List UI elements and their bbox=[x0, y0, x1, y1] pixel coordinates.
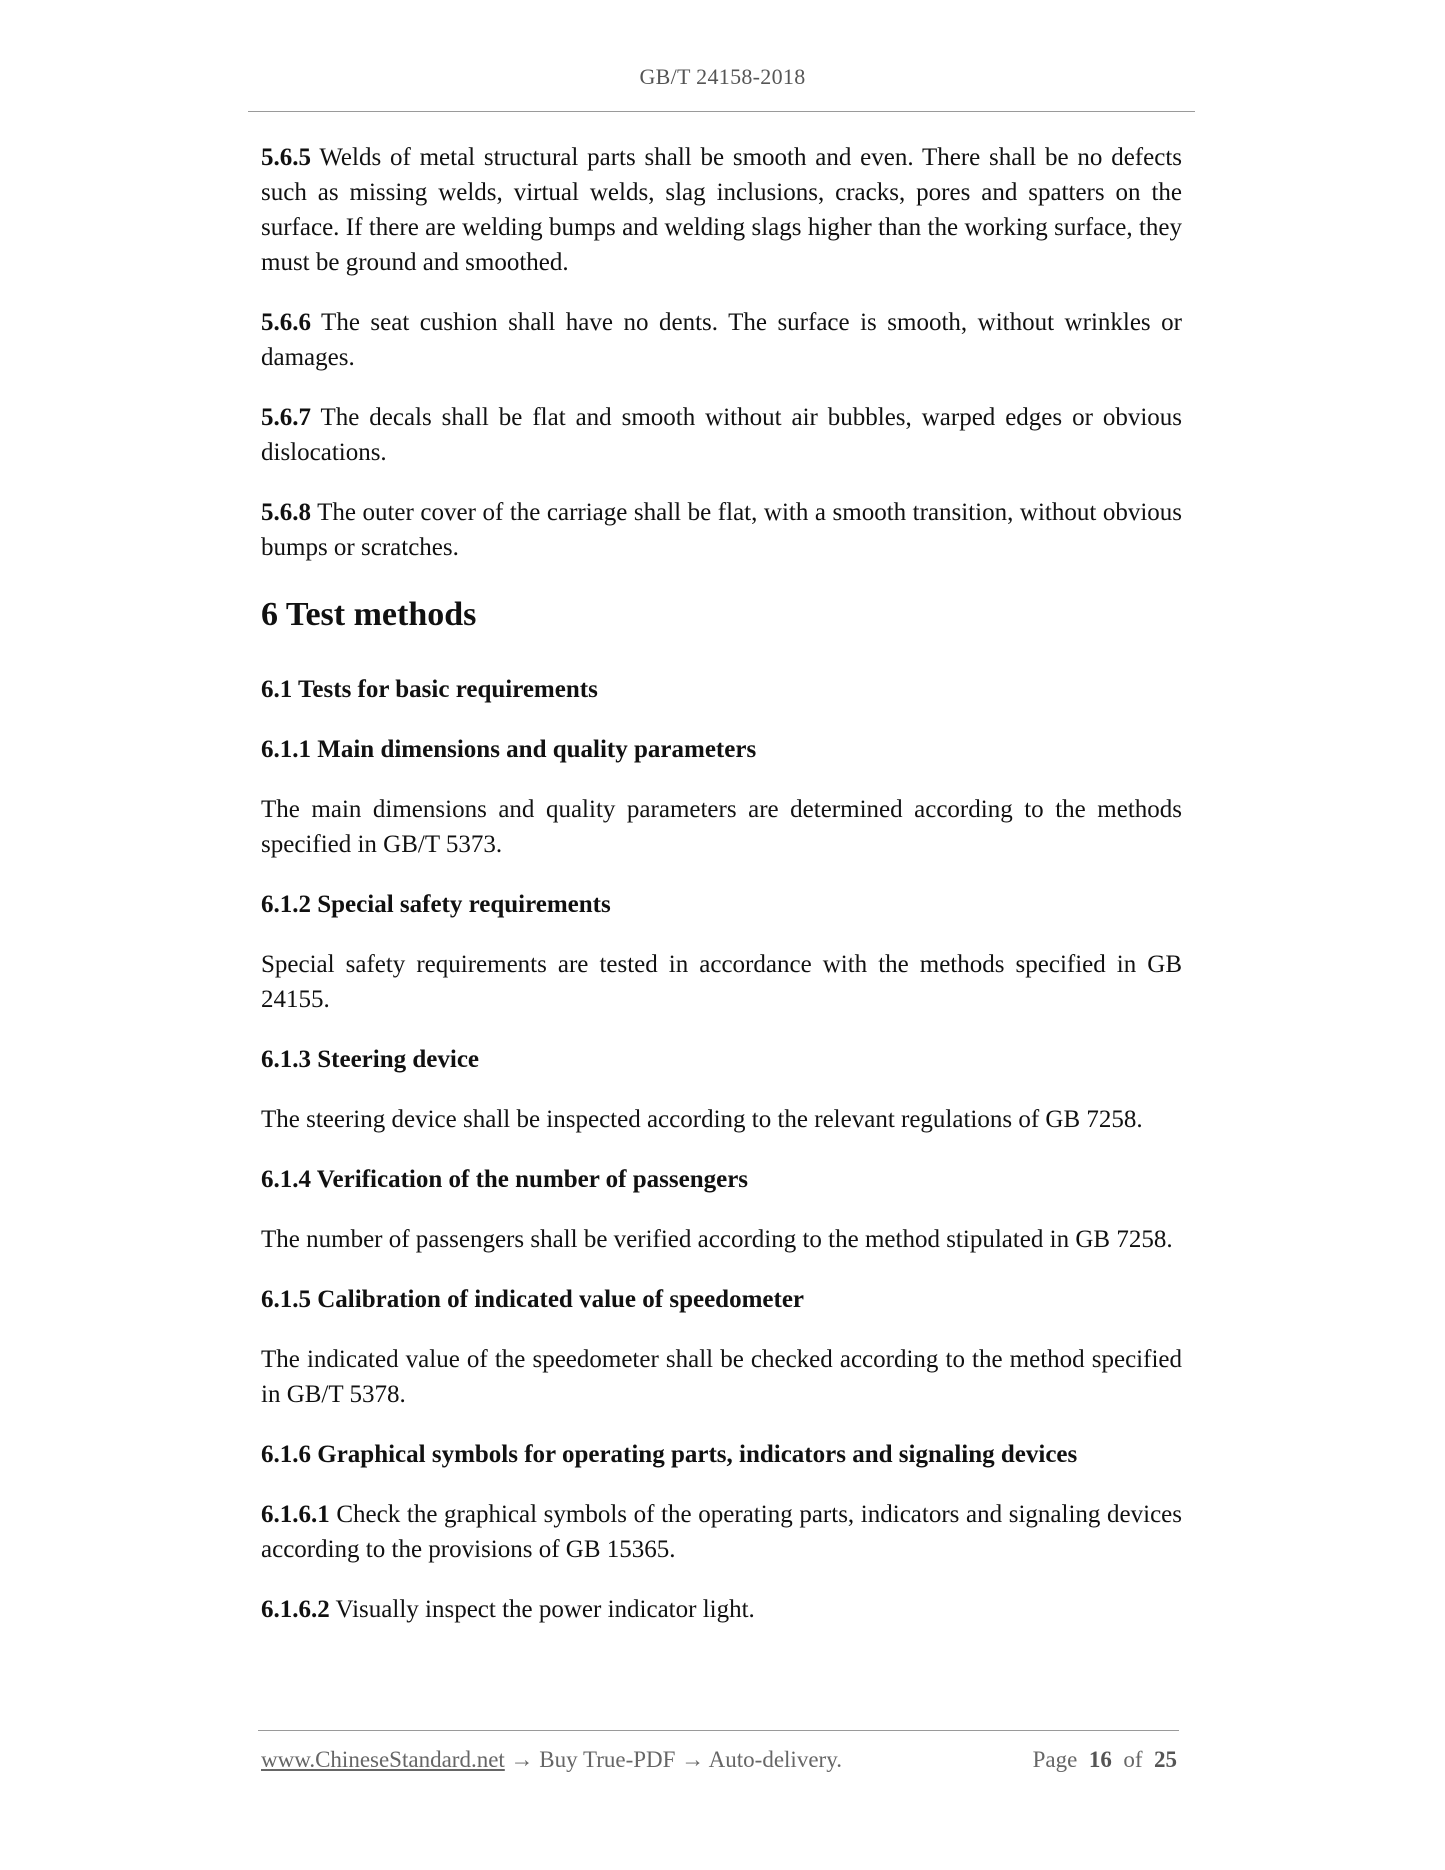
page-label: Page bbox=[1032, 1747, 1078, 1772]
arrow-right-icon: → bbox=[504, 1747, 540, 1772]
clause-number: 5.6.5 bbox=[261, 144, 311, 171]
heading-6-1-1: 6.1.1 Main dimensions and quality parameters bbox=[261, 736, 757, 763]
heading-6-1-5: 6.1.5 Calibration of indicated value of speedometer bbox=[261, 1286, 805, 1313]
of-label: of bbox=[1123, 1747, 1143, 1772]
clause-number: 5.6.8 bbox=[261, 499, 311, 526]
page-indicator bbox=[1033, 1747, 1177, 1773]
page-number: 16 bbox=[1088, 1747, 1112, 1772]
paragraph-6-1-5: The indicated value of the speedometer shall be checked according to the method specified in GB/T 5378. bbox=[261, 1346, 1182, 1408]
paragraph-6-1-3: The steering device shall be inspected according to the relevant regulations of GB 7258. bbox=[261, 1106, 1143, 1133]
chinese-standard-link[interactable]: www.ChineseStandard.net bbox=[261, 1747, 505, 1772]
clause-text: The seat cushion shall have no dents. The surface is smooth, without wrinkles or damages. bbox=[261, 309, 1182, 371]
header-divider bbox=[248, 111, 1195, 112]
arrow-right-icon: → bbox=[675, 1747, 709, 1772]
paragraph-6-1-6-2 bbox=[261, 1592, 1182, 1627]
clause-text: The outer cover of the carriage shall be flat, with a smooth transition, without obvious bumps or scratches. bbox=[261, 499, 1182, 561]
heading-6-1-4: 6.1.4 Verification of the number of passengers bbox=[261, 1166, 749, 1193]
subsection-heading-6-1: 6.1 Tests for basic requirements bbox=[261, 676, 598, 703]
paragraph-5-6-5 bbox=[261, 140, 1182, 280]
paragraph-6-1-2: Special safety requirements are tested in accordance with the methods specified in GB 24155. bbox=[261, 951, 1182, 1013]
document-header-title: GB/T 24158-2018 bbox=[639, 64, 806, 89]
clause-number: 6.1.6.2 bbox=[261, 1596, 330, 1623]
footer-promo bbox=[261, 1747, 842, 1773]
buy-true-pdf-text: Buy True-PDF bbox=[539, 1747, 676, 1772]
paragraph-6-1-4: The number of passengers shall be verified according to the method stipulated in GB 7258. bbox=[261, 1226, 1173, 1253]
paragraph-6-1-6-1 bbox=[261, 1497, 1182, 1567]
clause-text: Welds of metal structural parts shall be smooth and even. There shall be no defects such as missing welds, virtual welds, slag inclusions, cracks, pores and spatters on the surface. If there are welding bumps and welding slags higher than the working surface, they must be ground and smoothed. bbox=[261, 144, 1182, 276]
clause-text: The decals shall be flat and smooth without air bubbles, warped edges or obvious dislocations. bbox=[261, 404, 1182, 466]
total-pages: 25 bbox=[1154, 1747, 1177, 1772]
clause-number: 6.1.6.1 bbox=[261, 1501, 330, 1528]
auto-delivery-text: Auto-delivery. bbox=[708, 1747, 842, 1772]
document-body bbox=[261, 140, 1182, 1652]
paragraph-5-6-6 bbox=[261, 305, 1182, 375]
footer-divider bbox=[258, 1730, 1179, 1731]
heading-6-1-2: 6.1.2 Special safety requirements bbox=[261, 891, 611, 918]
section-heading-6: 6 Test methods bbox=[261, 596, 477, 633]
clause-number: 5.6.6 bbox=[261, 309, 311, 336]
clause-text: Check the graphical symbols of the operating parts, indicators and signaling devices according to the provisions of GB 15365. bbox=[261, 1501, 1182, 1563]
clause-text: Visually inspect the power indicator light. bbox=[329, 1596, 755, 1623]
clause-number: 5.6.7 bbox=[261, 404, 311, 431]
paragraph-5-6-7 bbox=[261, 400, 1182, 470]
heading-6-1-6: 6.1.6 Graphical symbols for operating parts, indicators and signaling devices bbox=[261, 1441, 1078, 1468]
paragraph-5-6-8 bbox=[261, 495, 1182, 565]
heading-6-1-3: 6.1.3 Steering device bbox=[261, 1046, 480, 1073]
paragraph-6-1-1: The main dimensions and quality parameters are determined according to the methods specified in GB/T 5373. bbox=[261, 796, 1182, 858]
